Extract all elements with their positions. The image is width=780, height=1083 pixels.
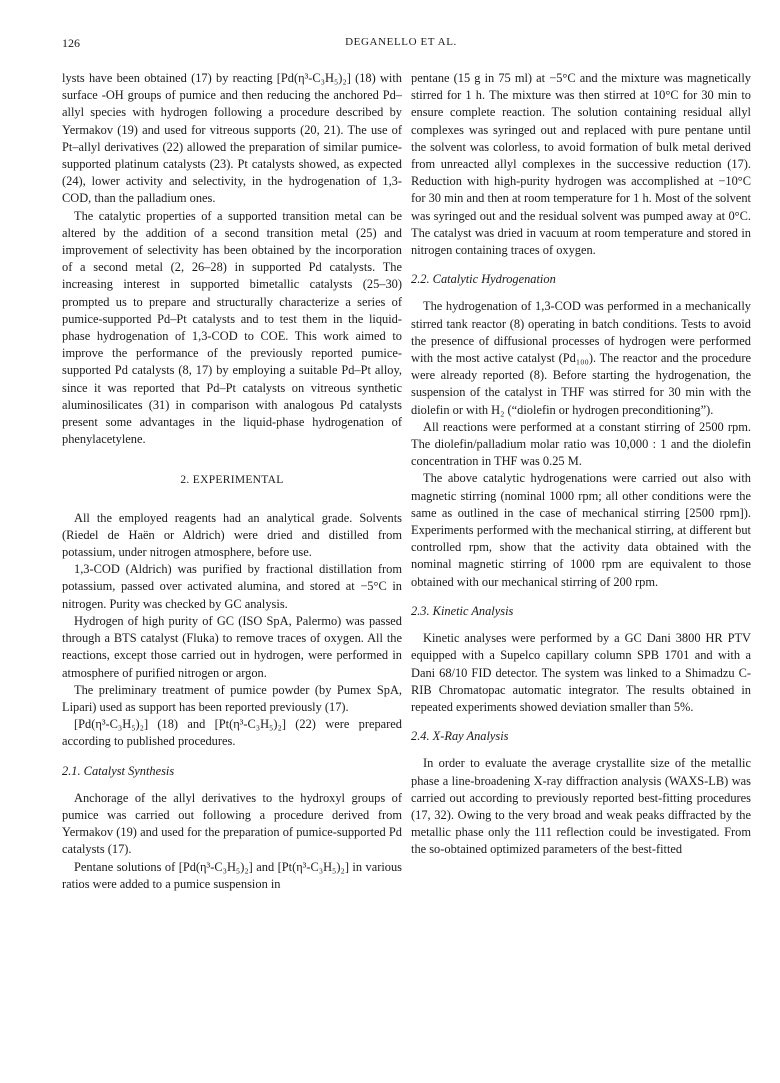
paragraph: The above catalytic hydrogenations were carried out also with magnetic stirring (nominal 1000 rpm; all other conditions were the same as outlined in the case of mechanical stirring [2500 rpm]). Experiments performed with the mechanical stirring, at different but controlled rpm, show that the activity data obtained with the nominal magnetic stirring of 1000 rpm are equivalent to those obtained with our mechanical stirring of 200 rpm. bbox=[411, 471, 751, 589]
paragraph: Anchorage of the allyl derivatives to the hydroxyl groups of pumice was carried out following a procedure derived from Yermakov (19) and used for the preparation of pumice-supported Pd catalysts (17). bbox=[62, 790, 402, 857]
left-column bbox=[62, 70, 402, 893]
paragraph: The catalytic properties of a supported transition metal can be altered by the addition of a second transition metal (25) and improvement of selectivity has been obtained by the incorporation of a second metal (2, 26–28) in supported Pd catalysts. The increasing interest in supported bimetallic catalysts (25–30) prompted us to prepare and structurally characterize a series of pumice-supported Pd–Pt catalysts and to test them in the liquid-phase hydrogenation of 1,3-COD to COE. This work aimed to improve the performance of the previously reported pumice-supported Pd catalysts (8, 17) by employing a suitable Pd–Pt alloy, since it was reported that Pd–Pt catalysts on vitreous synthetic aluminosilicates (31) in comparison with analogous Pd catalysts present some advantages in the liquid-phase hydrogenation of phenylacetylene. bbox=[62, 208, 402, 447]
running-head: DEGANELLO ET AL. bbox=[345, 36, 457, 48]
paragraph: Kinetic analyses were performed by a GC Dani 3800 HR PTV equipped with a Supelco capillary column SPB 1701 and with a Dani 68/10 FID detector. The system was linked to a Shimadzu C-RIB Chromatopac automatic integrator. The results obtained in repeated experiments showed deviation smaller than 5%. bbox=[411, 631, 751, 714]
right-column bbox=[411, 70, 751, 859]
page-header bbox=[62, 36, 740, 52]
paragraph: Hydrogen of high purity of GC (ISO SpA, Palermo) was passed through a BTS catalyst (Fluka) to remove traces of oxygen. All the reactions, except those carried out in hydrogen, were performed in atmosphere of purified nitrogen or argon. bbox=[62, 613, 402, 680]
subsection-title: 2.3. Kinetic Analysis bbox=[411, 603, 514, 618]
subsection-title: 2.2. Catalytic Hydrogenation bbox=[411, 272, 556, 287]
paragraph: lysts have been obtained (17) by reacting [Pd(η³-C₃H₅)₂] (18) with surface -OH groups of pumice and then reducing the anchored Pd–allyl species with hydrogen following a procedure described by Yermakov (19) and used for vitreous supports (20, 21). The use of Pt–allyl derivatives (22) allowed the preparation of similar pumice-supported platinum catalysts (23). Pt catalysts showed, as expected (24), lower activity and selectivity, in the hydrogenation of 1,3-COD, than the palladium ones. bbox=[62, 71, 402, 206]
section-title: 2. EXPERIMENTAL bbox=[180, 474, 284, 487]
paragraph: Pentane solutions of [Pd(η³-C₃H₅)₂] and [Pt(η³-C₃H₅)₂] in various ratios were added to a pumice suspension in bbox=[62, 859, 402, 891]
subsection-title: 2.4. X-Ray Analysis bbox=[411, 729, 509, 744]
paragraph: The hydrogenation of 1,3-COD was performed in a mechanically stirred tank reactor (8) operating in batch conditions. Tests to avoid the presence of diffusional processes of hydrogen were performed with the most active catalyst (Pd₁₀₀). The reactor and the procedure were already reported (8). Before starting the hydrogenation, the suspension of the catalyst in THF was stirred for 30 min with the diolefin or with H₂ (“diolefin or hydrogen preconditioning”). bbox=[411, 299, 751, 417]
paragraph: [Pd(η³-C₃H₅)₂] (18) and [Pt(η³-C₃H₅)₂] (22) were prepared according to published procedures. bbox=[62, 717, 402, 749]
paragraph: All the employed reagents had an analytical grade. Solvents (Riedel de Haën or Aldrich) were dried and distilled from potassium, under nitrogen atmosphere, before use. bbox=[62, 510, 402, 560]
paragraph: 1,3-COD (Aldrich) was purified by fractional distillation from potassium, passed over activated alumina, and stored at −5°C in nitrogen. Purity was checked by GC analysis. bbox=[62, 562, 402, 611]
paragraph: In order to evaluate the average crystallite size of the metallic phase a line-broadening X-ray diffraction analysis (WAXS-LB) was carried out according to previously reported best-fitting procedures (17, 32). Owing to the very broad and weak peaks diffracted by the metallic phase only the 111 reflection could be investigated. From the so-obtained optimized parameters of the best-fitted bbox=[411, 756, 751, 857]
paragraph: pentane (15 g in 75 ml) at −5°C and the mixture was magnetically stirred for 1 h. The mixture was then stirred at 10°C for 30 min to ensure complete reaction. The solution containing residual allyl complexes was syringed out and replaced with pure pentane until the solvent was colorless, to avoid formation of bulk metal derived from unreacted allyl complexes in the successive reduction (17). Reduction with high-purity hydrogen was accomplished at −10°C for 30 min and then at room temperature for 1 h. Most of the solvent was syringed out and the residual solvent was pumped away at 0°C. The catalyst was dried in vacuum at room temperature and stored in nitrogen containing traces of oxygen. bbox=[411, 71, 751, 258]
subsection-title: 2.1. Catalyst Synthesis bbox=[62, 763, 175, 778]
paragraph: The preliminary treatment of pumice powder (by Pumex SpA, Lipari) used as support has been reported previously (17). bbox=[62, 682, 402, 714]
page-number: 126 bbox=[62, 36, 80, 50]
paragraph: All reactions were performed at a constant stirring of 2500 rpm. The diolefin/palladium molar ratio was 10,000 : 1 and the diolefin concentration in THF was 0.25 M. bbox=[411, 419, 751, 469]
